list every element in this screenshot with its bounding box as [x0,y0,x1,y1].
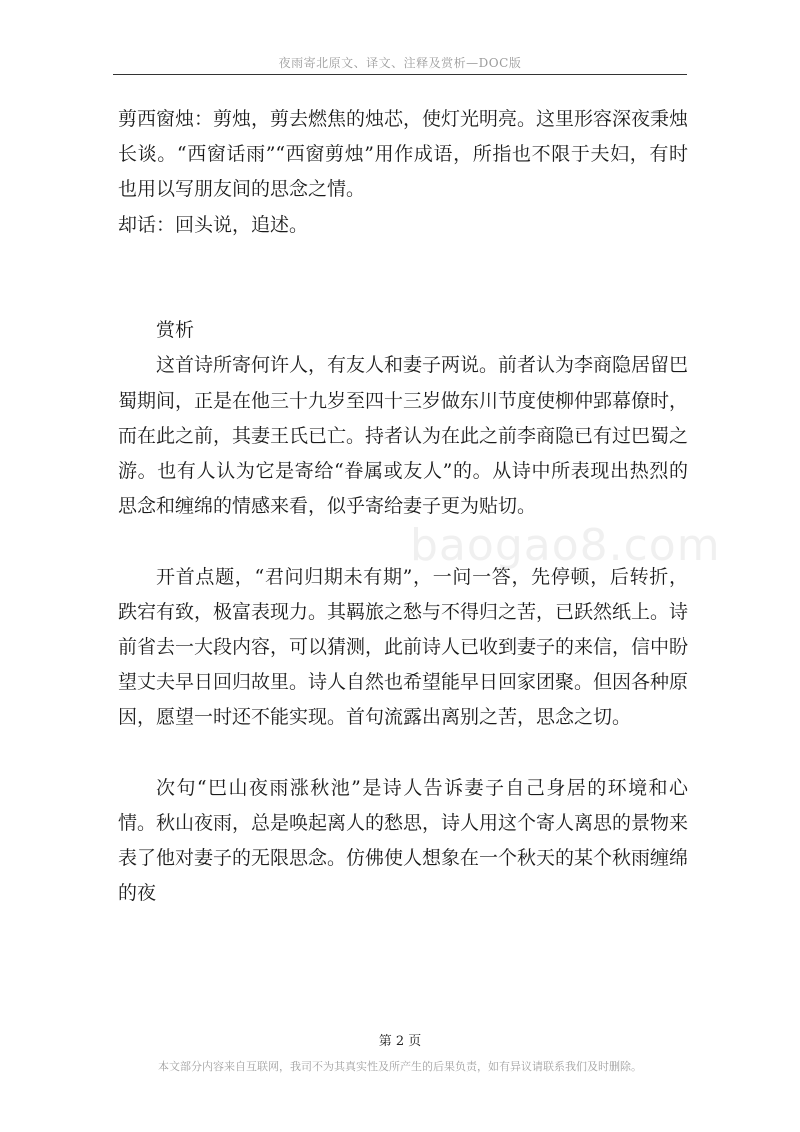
spacer [118,243,688,278]
footer-disclaimer: 本文部分内容来自互联网，我司不为其真实性及所产生的后果负责，如有异议请联系我们及时删除。 [158,1060,642,1073]
document-body [118,102,688,912]
header-divider [113,74,687,75]
spacer [118,278,688,313]
section-heading: 赏析 [156,319,195,342]
spacer [118,736,688,771]
spacer [118,524,688,559]
page-number: 第 2 页 [378,1034,422,1049]
annotation-paragraph: 剪西窗烛：剪烛，剪去燃焦的烛芯，使灯光明亮。这里形容深夜秉烛长谈。“西窗话雨”“西窗剪烛”用作成语，所指也不限于夫妇，有时也用以写朋友间的思念之情。 [118,108,689,201]
body-paragraph: 这首诗所寄何许人，有友人和妻子两说。前者认为李商隐居留巴蜀期间，正是在他三十九岁至四十三岁做东川节度使柳仲郢幕僚时，而在此之前，其妻王氏已亡。持者认为在此之前李商隐已有过巴蜀之游。也有人认为它是寄给“眷属或友人”的。从诗中所表现出热烈的思念和缠绵的情感来看，似乎寄给妻子更为贴切。 [118,354,689,518]
annotation-paragraph: 却话：回头说，追述。 [118,213,309,236]
body-paragraph: 开首点题，“君问归期未有期”，一问一答，先停顿，后转折，跌宕有致，极富表现力。其羁旅之愁与不得归之苦，已跃然纸上。诗前省去一大段内容，可以猜测，此前诗人已收到妻子的来信，信中盼望丈夫早日回归故里。诗人自然也希望能早日回家团聚。但因各种原因，愿望一时还不能实现。首句流露出离别之苦，思念之切。 [118,565,689,729]
body-paragraph: 次句“巴山夜雨涨秋池”是诗人告诉妻子自己身居的环境和心情。秋山夜雨，总是唤起离人的愁思，诗人用这个寄人离思的景物来表了他对妻子的无限思念。仿佛使人想象在一个秋天的某个秋雨缠绵的夜 [118,776,689,905]
document-header: 夜雨寄北原文、译文、注释及赏析—DOC版 [278,56,522,70]
watermark: baogao8.com [410,520,721,571]
